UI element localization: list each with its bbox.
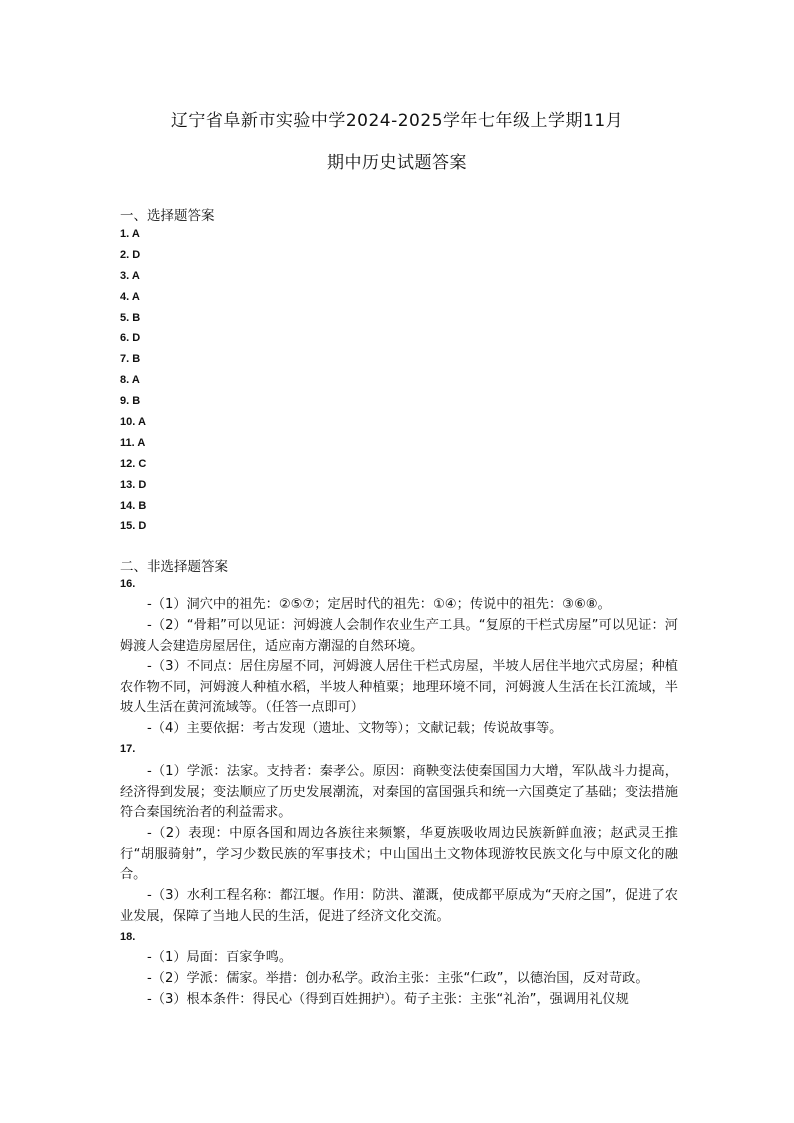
- q17-answer-part-2: -（2）表现：中原各国和周边各族往来频繁，华夏族吸收周边民族新鲜血液；赵武灵王推行“胡服骑射”，学习少数民族的军事技术；中山国出土文物体现游牧民族文化与中原文化的融合。: [120, 826, 678, 882]
- mc-answer-item: 15. D: [120, 520, 147, 533]
- section-heading-non-multiple-choice: 二、非选择题答案: [120, 559, 228, 575]
- mc-answer-item: 12. C: [120, 457, 147, 470]
- q16-answer-part-3: -（3）不同点：居住房屋不同，河姆渡人居住干栏式房屋，半坡人居住半地穴式房屋；种植农作物不同，河姆渡人种植水稻，半坡人种植粟；地理环境不同，河姆渡人生活在长江流域，半坡人生活在黄河流域等。（任答一点即可）: [120, 659, 678, 715]
- mc-answer-item: 2. D: [120, 248, 141, 261]
- q18-answer-part-1: -（1）局面：百家争鸣。: [147, 950, 293, 965]
- mc-answer-item: 10. A: [120, 416, 146, 429]
- question-16-number: 16.: [120, 578, 136, 590]
- mc-answer-item: 5. B: [120, 311, 141, 324]
- section-heading-multiple-choice: 一、选择题答案: [120, 208, 215, 224]
- question-17-number: 17.: [120, 743, 136, 755]
- mc-answer-item: 8. A: [120, 374, 140, 387]
- q16-answer-part-4: -（4）主要依据：考古发现（遗址、文物等）；文献记载；传说故事等。: [147, 721, 563, 736]
- q18-answer-part-3: -（3）根本条件：得民心（得到百姓拥护）。荀子主张：主张“礼治”，强调用礼仪规: [147, 992, 629, 1007]
- q16-answer-part-2: -（2）“骨耜”可以见证：河姆渡人会制作农业生产工具。“复原的干栏式房屋”可以见证：河姆渡人会建造房屋居住，适应南方潮湿的自然环境。: [120, 618, 678, 654]
- q17-answer-part-1: -（1）学派：法家。支持者：秦孝公。原因：商鞅变法使秦国国力大增，军队战斗力提高，经济得到发展；变法顺应了历史发展潮流，对秦国的富国强兵和统一六国奠定了基础；变法措施符合秦国统治者的利益需求。: [120, 764, 678, 820]
- question-18-number: 18.: [120, 931, 136, 943]
- mc-answer-item: 9. B: [120, 395, 141, 408]
- mc-answer-item: 13. D: [120, 478, 147, 491]
- mc-answer-item: 11. A: [120, 436, 146, 449]
- q18-answer-part-2: -（2）学派：儒家。举措：创办私学。政治主张：主张“仁政”，以德治国，反对苛政。: [147, 971, 649, 986]
- q17-answer-part-3: -（3）水利工程名称：都江堰。作用：防洪、灌溉，使成都平原成为“天府之国”，促进了农业发展，保障了当地人民的生活，促进了经济文化交流。: [120, 888, 678, 924]
- mc-answer-item: 14. B: [120, 499, 147, 512]
- mc-answer-item: 6. D: [120, 332, 141, 345]
- mc-answer-item: 7. B: [120, 353, 141, 366]
- mc-answer-item: 3. A: [120, 269, 140, 282]
- document-title-line-2: 期中历史试题答案: [327, 153, 467, 173]
- document-title-line-1: 辽宁省阜新市实验中学2024-2025学年七年级上学期11月: [170, 111, 624, 131]
- mc-answer-item: 1. A: [120, 228, 140, 240]
- multiple-choice-answer-list: [120, 224, 146, 537]
- mc-answer-item: 4. A: [120, 290, 140, 303]
- q16-answer-part-1: -（1）洞穴中的祖先：②⑤⑦；定居时代的祖先：①④；传说中的祖先：③⑥⑧。: [147, 597, 611, 612]
